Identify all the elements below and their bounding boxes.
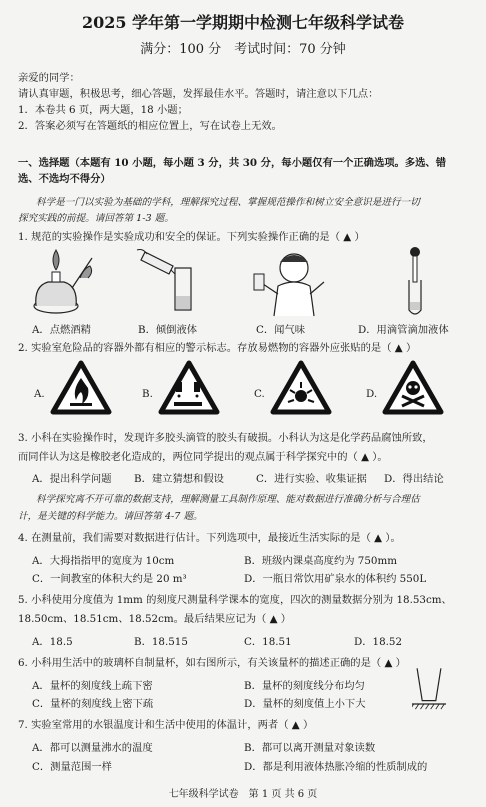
smelling-gas-image xyxy=(248,246,338,318)
q2-label-d[interactable]: D. xyxy=(366,388,378,400)
q3-stem-cont: 而同伴认为这是橡胶老化造成的，两位同学提出的观点属于科学探究中的（ ▲ ）。 xyxy=(18,451,388,463)
q1-stem: 1. 规范的实验操作是实验成功和安全的保证。下列实验操作正确的是（ ▲ ） xyxy=(18,231,365,243)
q7-option-a[interactable]: A．都可以测量沸水的温度 xyxy=(32,742,153,754)
q5-option-d[interactable]: D．18.52 xyxy=(354,636,403,648)
q7-option-c[interactable]: C．测量范围一样 xyxy=(32,761,112,773)
q1-option-d[interactable]: D．用滴管滴加液体 xyxy=(358,324,449,336)
glass-cup-diagram xyxy=(412,662,446,712)
q4-option-c[interactable]: C．一间教室的体积大约是 20 m³ xyxy=(32,573,187,585)
section-preface-cont: 探究实践的前提。请回答第 1-3 题。 xyxy=(18,213,174,224)
page-title: 2025 学年第一学期期中检测七年级科学试卷 xyxy=(81,13,405,32)
q3-option-d[interactable]: D．得出结论 xyxy=(384,473,444,485)
q7-option-d[interactable]: D．都是利用液体热胀冷缩的性质制成的 xyxy=(244,761,428,773)
page-subtitle: 满分：100 分 考试时间：70 分钟 xyxy=(140,42,346,57)
q6-option-c[interactable]: C．量杯的刻度线上密下疏 xyxy=(32,698,154,710)
q5-stem-cont: 18.50cm、18.51cm、18.52cm。最后结果应记为（ ▲ ） xyxy=(18,613,292,625)
pouring-liquid-image xyxy=(135,248,215,316)
q1-option-a[interactable]: A．点燃酒精 xyxy=(32,324,91,336)
dropper-test-tube-image xyxy=(395,246,435,318)
section-preface-2: 科学探究离不开可靠的数据支持，理解测量工具制作原理、能对数据进行准确分析与合理估 xyxy=(36,494,420,505)
section-heading-cont: 选、不选均不得分） xyxy=(18,173,111,185)
q6-option-d[interactable]: D．量杯的刻度值上小下大 xyxy=(244,698,366,710)
q5-stem: 5. 小科使用分度值为 1mm 的刻度尺测量科学课本的宽度，四次的测量数据分别为 18.53cm、 xyxy=(18,594,452,606)
flammable-sign-icon[interactable] xyxy=(50,360,112,416)
toxic-sign-icon[interactable] xyxy=(382,360,444,416)
q3-option-a[interactable]: A．提出科学问题 xyxy=(32,473,112,485)
q6-option-b[interactable]: B．量杯的刻度线分布均匀 xyxy=(244,680,365,692)
q4-stem: 4. 在测量前，我们需要对数据进行估计。下列选项中，最接近生活实际的是（ ▲ ）。 xyxy=(18,532,401,544)
q2-stem: 2. 实验室危险品的容器外都有相应的警示标志。存放易燃物的容器外应张贴的是（ ▲ ） xyxy=(18,342,417,354)
explosive-sign-icon[interactable] xyxy=(270,360,332,416)
q4-option-a[interactable]: A．大拇指指甲的宽度为 10cm xyxy=(32,555,175,567)
intro-rule-1: 1．本卷共 6 页，两大题，18 小题； xyxy=(18,104,188,116)
q6-stem: 6. 小科用生活中的玻璃杯自制量杯，如右图所示，有关该量杯的描述正确的是（ ▲ ） xyxy=(18,657,406,669)
greeting: 亲爱的同学： xyxy=(18,72,80,84)
corrosive-sign-icon[interactable] xyxy=(158,360,220,416)
q2-label-a[interactable]: A. xyxy=(34,388,45,400)
q7-option-b[interactable]: B．都可以离开测量对象读数 xyxy=(244,742,376,754)
q1-option-b[interactable]: B．倾倒液体 xyxy=(138,324,198,336)
page-footer: 七年级科学试卷 第 1 页 共 6 页 xyxy=(168,789,318,800)
q3-stem: 3. 小科在实验操作时，发现许多胶头滴管的胶头有破损。小科认为这是化学药品腐蚀所致， xyxy=(18,432,433,444)
q4-option-d[interactable]: D．一瓶日常饮用矿泉水的体积约 550L xyxy=(244,573,427,585)
q5-option-b[interactable]: B．18.515 xyxy=(134,636,188,648)
q3-option-c[interactable]: C．进行实验、收集证据 xyxy=(256,473,367,485)
q7-stem: 7. 实验室常用的水银温度计和生活中使用的体温计，两者（ ▲ ） xyxy=(18,719,314,731)
section-preface-2-cont: 计，是关键的科学能力。请回答第 4-7 题。 xyxy=(18,511,203,522)
section-preface: 科学是一门以实验为基础的学科，理解探究过程、掌握规范操作和树立安全意识是进行一切 xyxy=(36,197,420,208)
q6-option-a[interactable]: A．量杯的刻度线上疏下密 xyxy=(32,680,153,692)
q5-option-a[interactable]: A．18.5 xyxy=(32,636,73,648)
q1-option-c[interactable]: C．闻气味 xyxy=(256,324,306,336)
intro-line: 请认真审题，积极思考，细心答题，发挥最佳水平。答题时，请注意以下几点： xyxy=(18,88,379,100)
section-heading: 一、选择题（本题有 10 小题，每小题 3 分，共 30 分，每小题仅有一个正确选项。多选、错 xyxy=(18,157,447,169)
q2-label-b[interactable]: B. xyxy=(142,388,153,400)
alcohol-lamp-lighting-image xyxy=(22,248,100,316)
intro-rule-2: 2．答案必须写在答题纸的相应位置上，写在试卷上无效。 xyxy=(18,120,282,132)
q5-option-c[interactable]: C．18.51 xyxy=(244,636,292,648)
q3-option-b[interactable]: B．建立猜想和假设 xyxy=(134,473,224,485)
q4-option-b[interactable]: B．班级内课桌高度约为 750mm xyxy=(244,555,397,567)
q2-label-c[interactable]: C. xyxy=(254,388,265,400)
